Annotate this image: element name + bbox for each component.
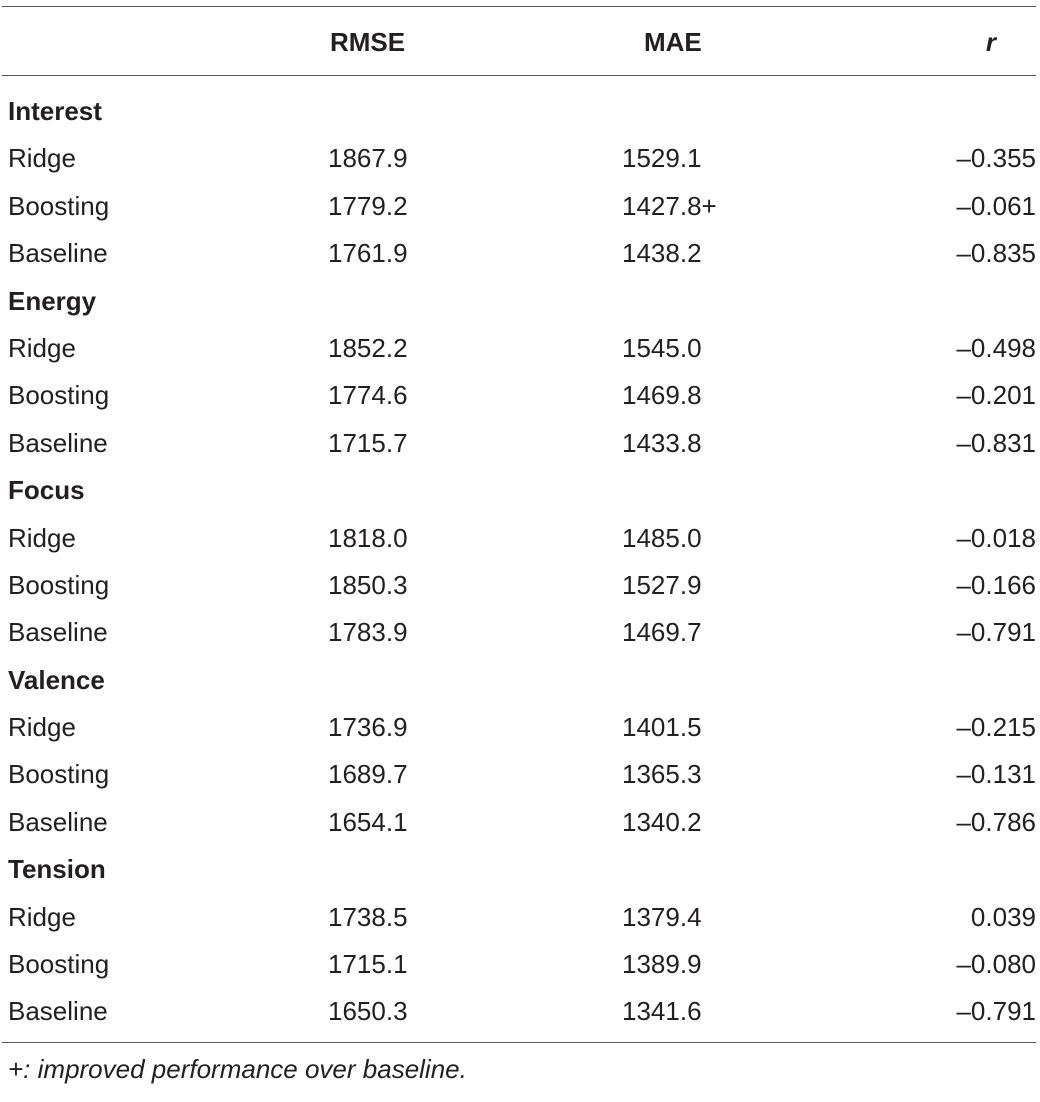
rmse-cell: 1654.1: [328, 806, 408, 837]
table-row: [2, 799, 1036, 846]
table-row: [2, 135, 1036, 182]
header-r: r: [985, 27, 996, 57]
mae-cell: 1469.7: [622, 617, 702, 648]
r-cell: –0.080: [956, 949, 1036, 980]
rmse-cell: 1715.7: [328, 427, 408, 458]
mae-cell: 1529.1: [622, 143, 702, 174]
mae-cell: 1485.0: [622, 522, 702, 553]
table-row: [2, 941, 1036, 988]
rmse-cell: 1867.9: [328, 143, 408, 174]
section-header-tension: [2, 846, 1036, 893]
model-cell: Baseline: [8, 427, 108, 458]
r-cell: –0.831: [956, 427, 1036, 458]
mae-cell: 1401.5: [622, 712, 702, 743]
r-cell: –0.786: [956, 806, 1036, 837]
mae-cell: 1341.6: [622, 996, 702, 1027]
r-cell: –0.201: [956, 380, 1036, 411]
mae-cell: 1427.8+: [622, 190, 717, 221]
section-header-interest: [2, 88, 1036, 135]
header-mae: MAE: [644, 27, 702, 57]
table-row: [2, 325, 1036, 372]
mae-cell: 1527.9: [622, 569, 702, 600]
r-cell: 0.039: [970, 901, 1036, 932]
table-row: [2, 515, 1036, 562]
section-header-energy: [2, 278, 1036, 325]
section-title: Focus: [8, 475, 85, 506]
rmse-cell: 1715.1: [328, 949, 408, 980]
r-cell: –0.166: [956, 569, 1036, 600]
rmse-cell: 1650.3: [328, 996, 408, 1027]
table-row: [2, 183, 1036, 230]
r-cell: –0.018: [956, 522, 1036, 553]
rmse-cell: 1736.9: [328, 712, 408, 743]
model-cell: Boosting: [8, 190, 110, 221]
section-title: Tension: [8, 854, 106, 885]
rmse-cell: 1689.7: [328, 759, 408, 790]
rmse-cell: 1761.9: [328, 238, 408, 269]
mae-cell: 1438.2: [622, 238, 702, 269]
table-bottom-rule: [2, 1042, 1036, 1043]
section-title: Energy: [8, 285, 97, 316]
header-rmse: RMSE: [330, 27, 406, 57]
table-row: [2, 372, 1036, 419]
mae-cell: 1379.4: [622, 901, 702, 932]
table-row: [2, 609, 1036, 656]
mae-cell: 1365.3: [622, 759, 702, 790]
mae-cell: 1469.8: [622, 380, 702, 411]
model-cell: Baseline: [8, 238, 108, 269]
results-table: [2, 6, 1036, 1085]
table-row: [2, 230, 1036, 277]
model-cell: Boosting: [8, 569, 110, 600]
table-row: [2, 894, 1036, 941]
table-body: [2, 88, 1036, 1036]
rmse-cell: 1779.2: [328, 190, 408, 221]
mae-cell: 1340.2: [622, 806, 702, 837]
model-cell: Baseline: [8, 617, 108, 648]
model-cell: Ridge: [8, 901, 76, 932]
mae-cell: 1433.8: [622, 427, 702, 458]
model-cell: Ridge: [8, 332, 76, 363]
model-cell: Boosting: [8, 380, 110, 411]
section-header-valence: [2, 657, 1036, 704]
rmse-cell: 1818.0: [328, 522, 408, 553]
r-cell: –0.131: [956, 759, 1036, 790]
model-cell: Ridge: [8, 522, 76, 553]
table-row: [2, 751, 1036, 798]
rmse-cell: 1852.2: [328, 332, 408, 363]
table-header-row: [2, 7, 1036, 75]
r-cell: –0.791: [956, 617, 1036, 648]
table-row: [2, 420, 1036, 467]
table-row: [2, 704, 1036, 751]
r-cell: –0.355: [956, 143, 1036, 174]
model-cell: Baseline: [8, 806, 108, 837]
r-cell: –0.215: [956, 712, 1036, 743]
section-header-focus: [2, 467, 1036, 514]
r-cell: –0.498: [956, 332, 1036, 363]
rmse-cell: 1783.9: [328, 617, 408, 648]
mae-cell: 1389.9: [622, 949, 702, 980]
model-cell: Ridge: [8, 712, 76, 743]
r-cell: –0.791: [956, 996, 1036, 1027]
table-row: [2, 988, 1036, 1035]
rmse-cell: 1738.5: [328, 901, 408, 932]
rmse-cell: 1850.3: [328, 569, 408, 600]
model-cell: Boosting: [8, 759, 110, 790]
table-row: [2, 562, 1036, 609]
model-cell: Baseline: [8, 996, 108, 1027]
r-cell: –0.835: [956, 238, 1036, 269]
r-cell: –0.061: [956, 190, 1036, 221]
table-footnote: +: improved performance over baseline.: [8, 1053, 467, 1084]
model-cell: Ridge: [8, 143, 76, 174]
model-cell: Boosting: [8, 949, 110, 980]
section-title: Valence: [8, 664, 105, 695]
mae-cell: 1545.0: [622, 332, 702, 363]
section-title: Interest: [8, 96, 102, 126]
rmse-cell: 1774.6: [328, 380, 408, 411]
